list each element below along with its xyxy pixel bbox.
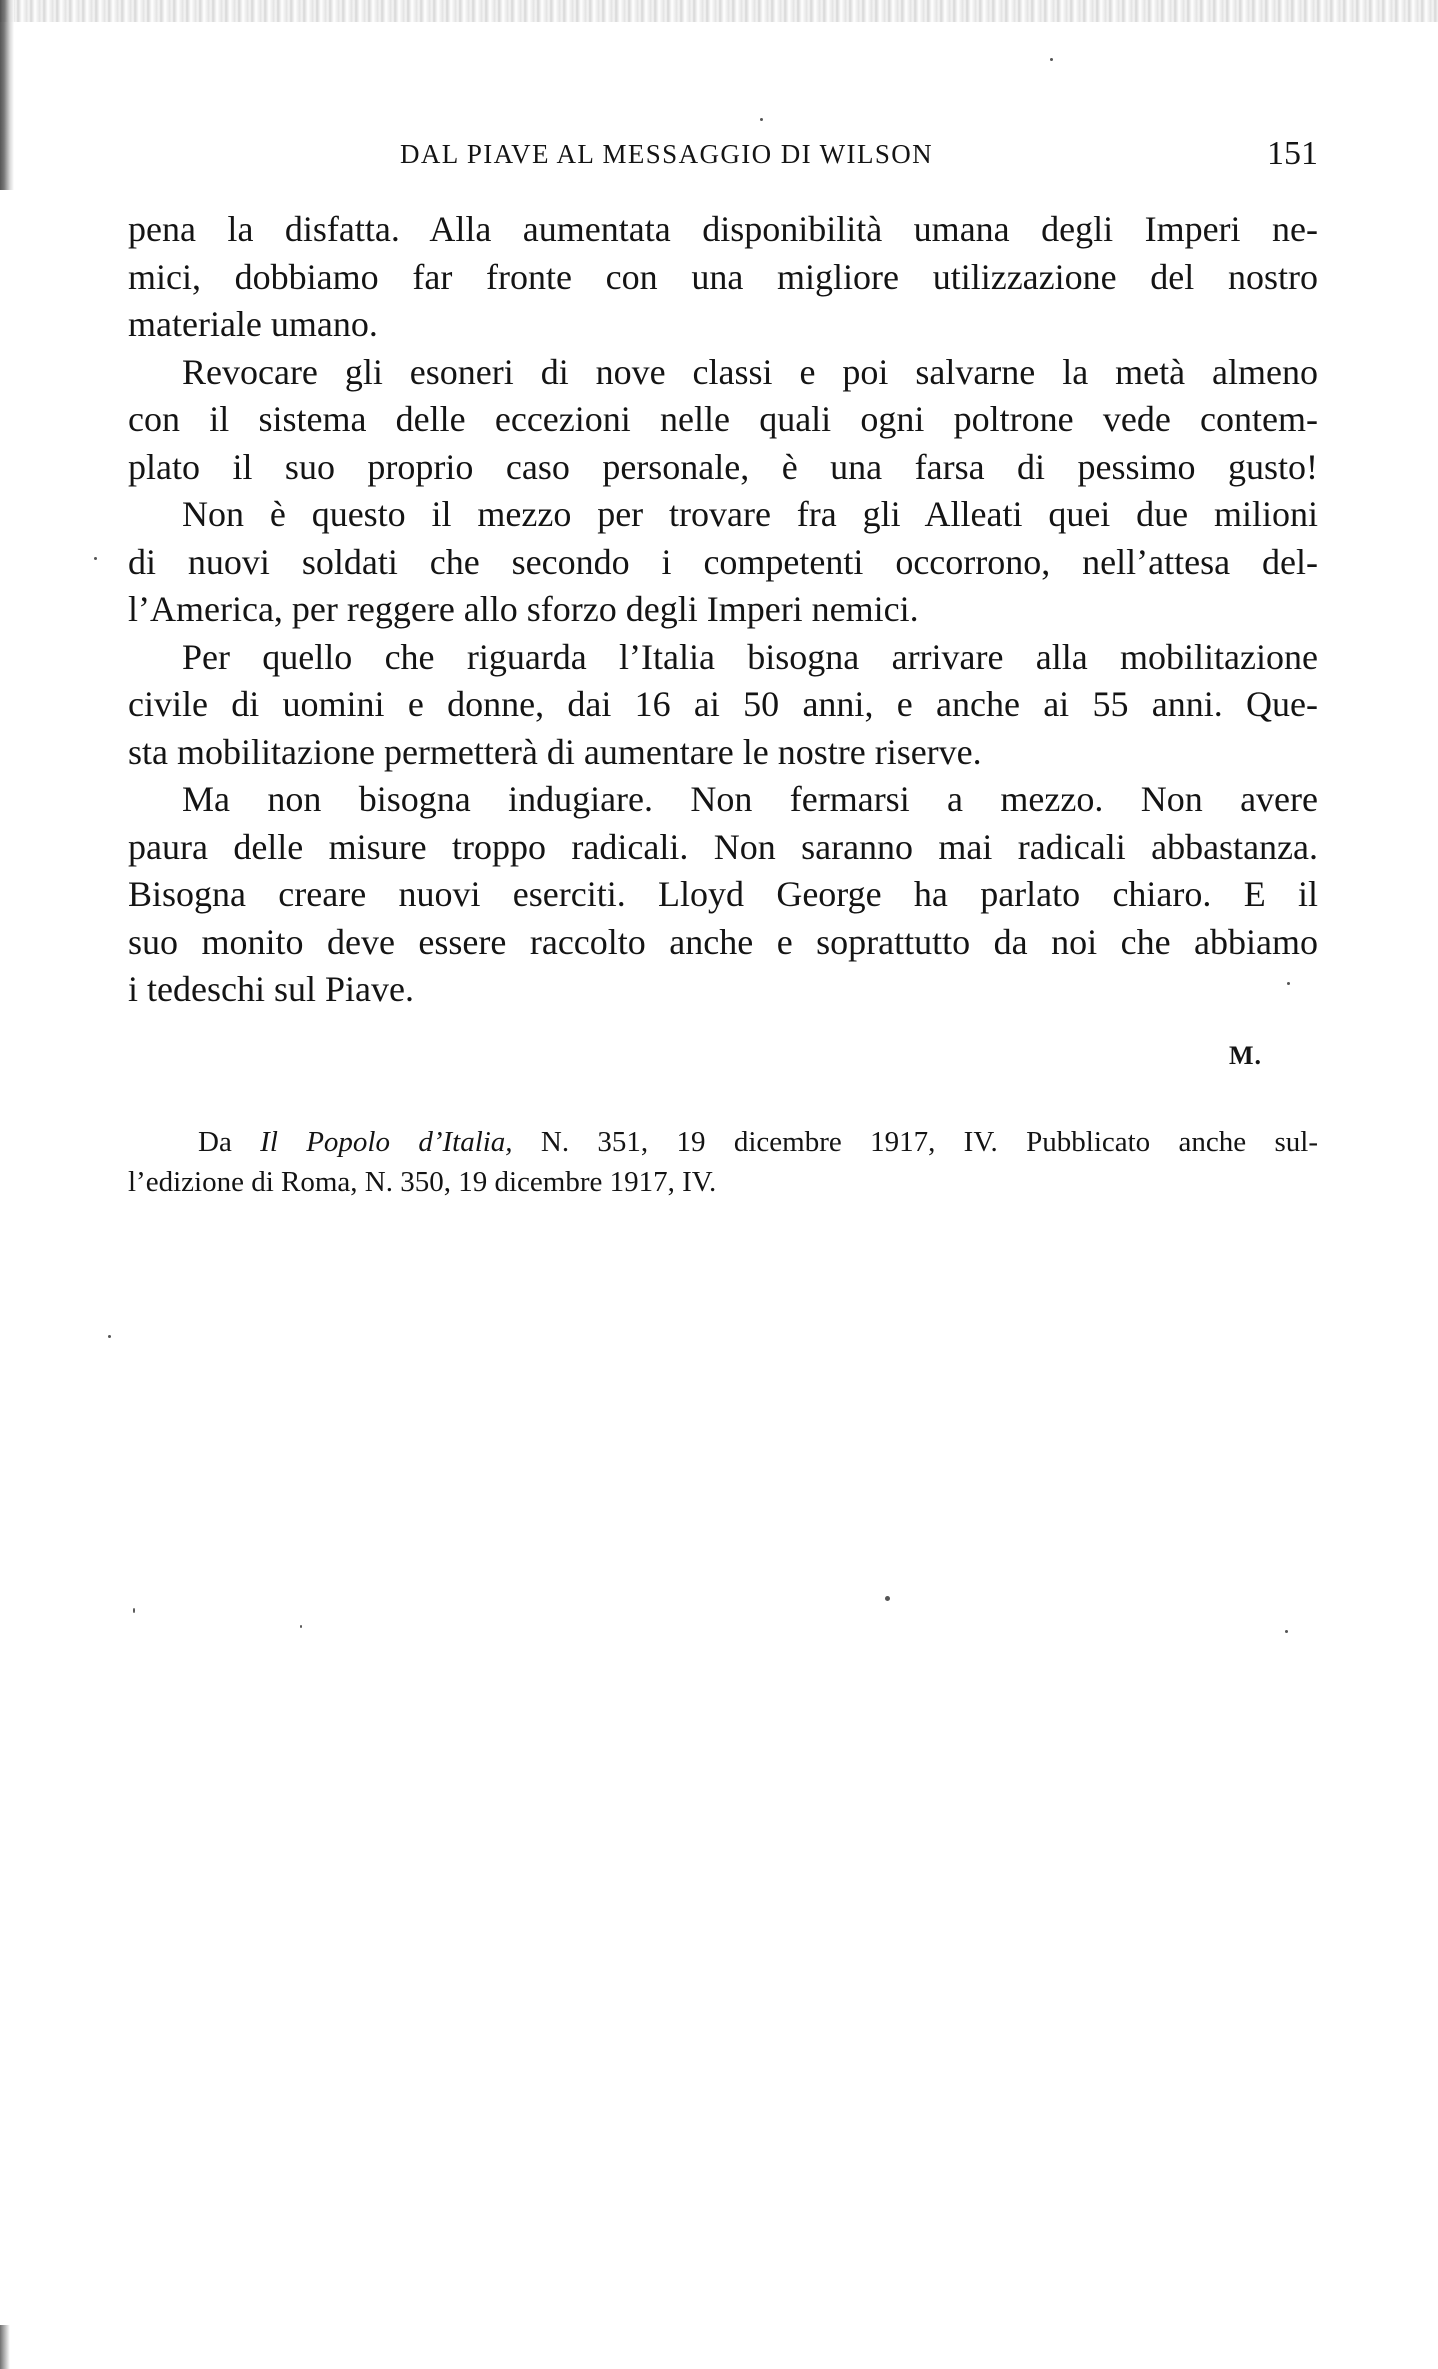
text-line: l’America, per reggere allo sforzo degli Imperi nemici. xyxy=(128,589,919,629)
scan-edge-top xyxy=(0,0,1438,22)
author-signature: M. xyxy=(1228,1041,1262,1070)
source-note xyxy=(128,1122,1318,1202)
text-line: di nuovi soldati che secondo i competenti occorrono, nell’attesa del- xyxy=(128,541,1318,582)
source-note-line-2: l’edizione di Roma, N. 350, 19 dicembre 1917, IV. xyxy=(128,1166,717,1198)
scan-edge-left xyxy=(0,0,14,190)
text-line: paura delle misure troppo radicali. Non saranno mai radicali abbastanza. xyxy=(128,826,1318,867)
scan-speck xyxy=(1285,1630,1288,1633)
text-line: civile di uomini e donne, dai 16 ai 50 anni, e anche ai 55 anni. Que- xyxy=(128,684,1318,724)
text-line: Ma non bisogna indugiare. Non fermarsi a mezzo. Non avere xyxy=(182,779,1318,819)
text-line: plato il suo proprio caso personale, è una farsa di pessimo gusto! xyxy=(128,446,1318,487)
text-line: con il sistema delle eccezioni nelle quali ogni poltrone vede contem- xyxy=(128,399,1318,439)
running-title: DAL PIAVE AL MESSAGGIO DI WILSON xyxy=(400,139,934,169)
body-text xyxy=(128,206,1318,1014)
scan-speck xyxy=(1050,58,1053,61)
text-line: materiale umano. xyxy=(128,304,378,344)
scan-speck xyxy=(885,1596,890,1601)
text-line: Per quello che riguarda l’Italia bisogna arrivare alla mobilitazione xyxy=(182,636,1318,677)
text-line: suo monito deve essere raccolto anche e soprattutto da noi che abbiamo xyxy=(128,921,1318,962)
text-line: sta mobilitazione permetterà di aumentare le nostre riserve. xyxy=(128,731,982,772)
page-number: 151 xyxy=(1267,135,1318,172)
running-head xyxy=(128,136,1318,176)
source-prefix: Da xyxy=(198,1126,261,1158)
text-line: Bisogna creare nuovi eserciti. Lloyd George ha parlato chiaro. E il xyxy=(128,874,1318,914)
text-line: Revocare gli esoneri di nove classi e poi salvarne la metà almeno xyxy=(182,351,1318,392)
text-line: pena la disfatta. Alla aumentata disponibilità umana degli Imperi ne- xyxy=(128,209,1318,249)
newspaper-title: Il Popolo d’Italia, xyxy=(260,1126,513,1158)
source-details: N. 351, 19 dicembre 1917, IV. Pubblicato anche sul- xyxy=(512,1126,1318,1158)
scan-speck xyxy=(300,1625,302,1628)
scan-speck xyxy=(108,1335,111,1338)
text-line: i tedeschi sul Piave. xyxy=(128,969,414,1009)
scan-speck xyxy=(94,557,97,560)
scan-speck xyxy=(760,118,763,121)
text-line: mici, dobbiamo far fronte con una migliore utilizzazione del nostro xyxy=(128,256,1318,297)
scan-edge-left-bottom xyxy=(0,2325,10,2369)
source-note-line-1 xyxy=(128,1122,1318,1162)
scan-speck xyxy=(1287,982,1290,985)
scan-speck xyxy=(133,1608,135,1613)
text-line: Non è questo il mezzo per trovare fra gli Alleati quei due milioni xyxy=(182,494,1318,534)
